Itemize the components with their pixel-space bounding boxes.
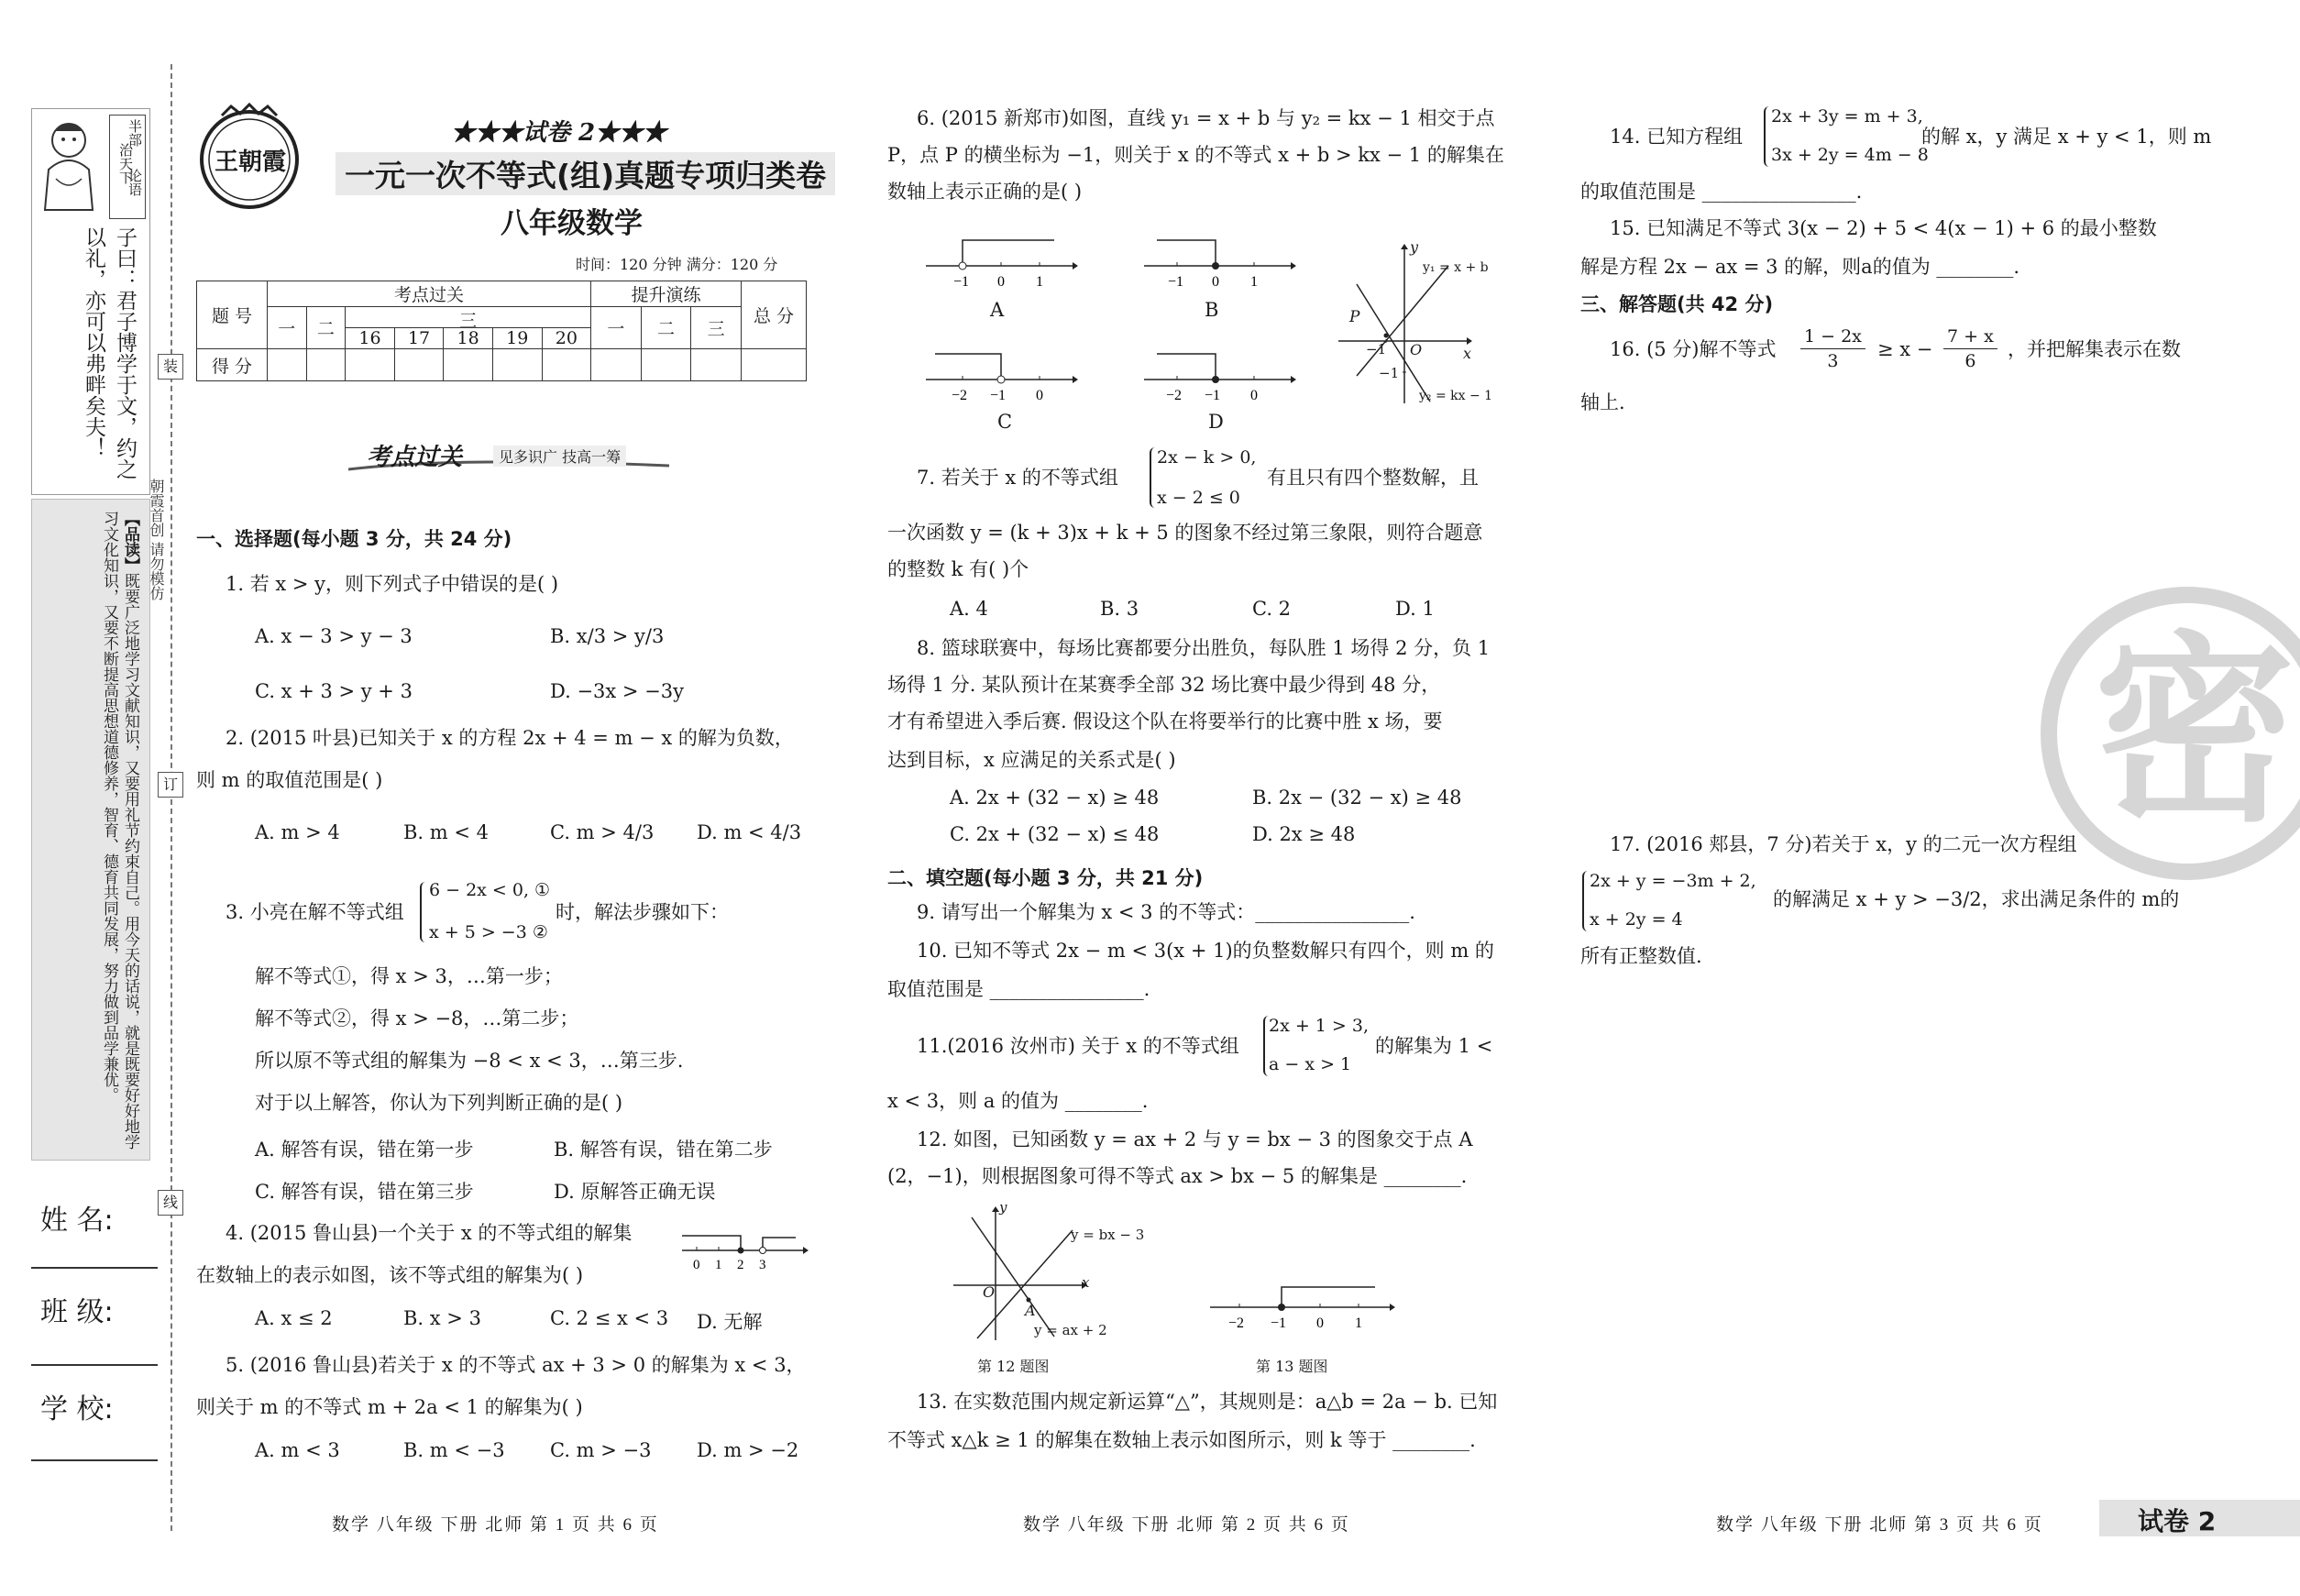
q16-mid: ≥ x − [1877, 338, 1933, 360]
q8-opt-d[interactable]: D. 2x ≥ 48 [1252, 823, 1356, 845]
q16-stem-a: 16. (5 分)解不等式 [1610, 338, 1777, 360]
q12-graph-y: y [999, 1199, 1007, 1216]
q16-frac-2-den: 6 [1964, 351, 1976, 371]
col-q20: 20 [555, 328, 578, 348]
exam-subtitle: 八年级数学 [501, 207, 643, 240]
q6-number-lines [917, 233, 1329, 440]
quote-box [31, 108, 150, 495]
col-t1: 一 [591, 307, 642, 349]
q17-stem-c: 所有正整数值. [1580, 945, 1702, 967]
svg-text:−1: −1 [1168, 274, 1184, 290]
q1-stem: 1. 若 x > y，则下列式子中错误的是( ) [226, 573, 559, 595]
q12-line-1: 12. 如图，已知函数 y = ax + 2 与 y = bx − 3 的图象交于点 A [917, 1128, 1473, 1150]
q3-stem-b: 时，解法步骤如下： [556, 901, 729, 923]
q7-stem-b: 有且只有四个整数解，且 [1267, 467, 1479, 489]
q8-line-4: 达到目标，x 应满足的关系式是( ) [887, 749, 1176, 771]
q6-graph-p: P [1349, 308, 1360, 326]
page3-footer: 数学 八年级 下册 北师 第 3 页 共 6 页 [1716, 1515, 2043, 1535]
q12-graph-ax: y = ax + 2 [1034, 1322, 1107, 1338]
q6-graph-neg1-y: −1 [1379, 365, 1400, 381]
svg-text:1: 1 [1355, 1315, 1362, 1331]
tag-text-3: 论语 [127, 169, 143, 196]
section-answer: 三、解答题(共 42 分) [1580, 293, 1774, 315]
svg-text:0: 0 [997, 274, 1005, 290]
q10-line-2: 取值范围是 ________________. [887, 978, 1150, 1000]
score-cell[interactable] [641, 349, 691, 381]
q6-graph-neg1-x: −1 [1366, 341, 1387, 358]
score-cell[interactable] [591, 349, 642, 381]
th-tisheng: 提升演练 [591, 281, 742, 307]
tag-text-2: 治天下 [117, 143, 134, 184]
q4-opt-c[interactable]: C. 2 ≤ x < 3 [550, 1307, 669, 1329]
q3-step-1: 解不等式①，得 x > 3，…第一步； [255, 965, 563, 987]
q4-opt-b[interactable]: B. x > 3 [403, 1307, 481, 1329]
q16-frac-1-num: 1 − 2x [1800, 325, 1865, 349]
th-kaodian: 考点过关 [268, 281, 591, 307]
svg-text:2: 2 [737, 1258, 744, 1272]
q8-line-3: 才有希望进入季后赛. 假设这个队在将要举行的比赛中胜 x 场，要 [887, 710, 1443, 732]
q7-stem-a: 7. 若关于 x 的不等式组 [917, 467, 1118, 489]
q16-stem-b: ，并把解集表示在数 [2008, 338, 2181, 360]
q13-number-line [1206, 1280, 1399, 1335]
q8-opt-a[interactable]: A. 2x + (32 − x) ≥ 48 [950, 787, 1160, 809]
banner-slogan: 见多识广 技高一筹 [493, 446, 626, 467]
svg-text:0: 0 [1036, 388, 1043, 403]
q8-line-1: 8. 篮球联赛中，每场比赛都要分出胜负，每队胜 1 场得 2 分，负 1 [917, 637, 1491, 659]
q4-opt-a[interactable]: A. x ≤ 2 [255, 1307, 333, 1329]
col-q18: 18 [444, 328, 493, 348]
q15-line-1: 15. 已知满足不等式 3(x − 2) + 5 < 4(x − 1) + 6 的最小整数 [1610, 217, 2157, 239]
q6-line-3: 数轴上表示正确的是( ) [887, 181, 1083, 203]
q11-stem-b: 的解集为 1 < [1375, 1035, 1493, 1057]
q14-stem-c: 的取值范围是 ________________. [1580, 181, 1863, 203]
svg-text:3: 3 [759, 1258, 766, 1272]
q7-opt-a[interactable]: A. 4 [950, 598, 988, 620]
q12-graph [944, 1199, 1146, 1342]
q17-brace [1582, 871, 1590, 931]
school-label: 学 校: [40, 1393, 114, 1425]
q3-sys-2: x + 5 > −3 ② [429, 922, 548, 942]
secret-watermark-char: 密 [2094, 614, 2296, 849]
q13-line-1: 13. 在实数范围内规定新运算“△”，其规则是：a△b = 2a − b. 已知 [917, 1391, 1498, 1413]
svg-text:−2: −2 [1228, 1315, 1245, 1331]
banner-title: 考点过关 [367, 444, 463, 471]
q17-sys-1: 2x + y = −3m + 2, [1590, 871, 1756, 891]
q11-stem-a: 11.(2016 汝州市) 关于 x 的不等式组 [917, 1035, 1239, 1057]
exam-title: 一元一次不等式(组)真题专项归类卷 [336, 152, 835, 195]
q6-graph-x: x [1463, 345, 1472, 362]
tag-text-1: 半部 [127, 119, 143, 147]
th-total: 总 分 [742, 281, 807, 349]
q5-stem-a: 5. (2016 鲁山县)若关于 x 的不等式 ax + 3 > 0 的解集为 x < 3， [226, 1354, 806, 1376]
q3-brace [420, 882, 427, 942]
q7-opt-b[interactable]: B. 3 [1100, 598, 1139, 620]
q12-graph-a: A [1025, 1302, 1036, 1319]
score-cell-group[interactable] [346, 349, 591, 381]
pindu-body: 既要广泛地学习文献知识，又要用礼节约束自己。用今天的话说，就是既要好好地学习文化知识，又要不断提高思想道德修养，智育、德育共同发展，努力做到品学兼优。 [100, 511, 139, 1150]
q2-opt-b[interactable]: B. m < 4 [403, 821, 490, 843]
th-question: 题 号 [197, 281, 268, 349]
q6-opt-a[interactable]: A [990, 299, 1005, 321]
q6-graph-o: O [1410, 341, 1423, 358]
q1-opt-d[interactable]: D. −3x > −3y [550, 680, 685, 702]
col-k1: 一 [268, 307, 307, 349]
q2-opt-c[interactable]: C. m > 4/3 [550, 821, 655, 843]
q15-line-2: 解是方程 2x − ax = 3 的解，则a的值为 ________. [1580, 256, 2020, 278]
q7-sys-1: 2x − k > 0, [1157, 447, 1257, 468]
q17-sys-2: x + 2y = 4 [1590, 909, 1683, 930]
q5-opt-c[interactable]: C. m > −3 [550, 1439, 652, 1461]
q6-opt-b[interactable]: B [1205, 299, 1219, 321]
page2-footer: 数学 八年级 下册 北师 第 2 页 共 6 页 [1023, 1515, 1350, 1535]
q8-opt-b[interactable]: B. 2x − (32 − x) ≥ 48 [1252, 787, 1462, 809]
brand-logo-text: 王朝霞 [215, 149, 287, 176]
q3-opt-d[interactable]: D. 原解答正确无误 [554, 1181, 716, 1203]
lunyu-tag [109, 115, 146, 219]
q7-stem-d: 的整数 k 有( )个 [887, 558, 1029, 580]
time-score: 时间：120 分钟 满分：120 分 [576, 256, 778, 273]
q2-opt-a[interactable]: A. m > 4 [255, 821, 340, 843]
q6-graph-y1: y₁ = x + b [1423, 260, 1489, 275]
q14-stem-b: 的解 x，y 满足 x + y < 1，则 m [1921, 126, 2212, 148]
svg-text:1: 1 [1250, 274, 1258, 290]
q11-stem-c: x < 3，则 a 的值为 ________. [887, 1090, 1149, 1112]
score-cell[interactable] [691, 349, 742, 381]
svg-text:0: 0 [1250, 388, 1258, 403]
q10-line-1: 10. 已知不等式 2x − m < 3(x + 1)的负整数解只有四个，则 m 的 [917, 940, 1494, 962]
paper-tag: 试卷 2 [2138, 1506, 2217, 1536]
q4-number-line [680, 1228, 809, 1274]
svg-text:−1: −1 [1271, 1315, 1287, 1331]
q17-answer-area[interactable] [1580, 986, 2204, 1463]
q3-step-4: 对于以上解答，你认为下列判断正确的是( ) [255, 1092, 623, 1114]
confucius-quote: 子曰：君子博学于文，约之以礼，亦可以弗畔矣夫！ [82, 226, 137, 479]
col-q16: 16 [346, 328, 395, 348]
pindu-box [31, 499, 150, 1161]
col-t3: 三 [691, 307, 742, 349]
q1-opt-a[interactable]: A. x − 3 > y − 3 [255, 625, 413, 647]
pindu-title: 【品读】 [121, 511, 139, 573]
svg-text:−1: −1 [990, 388, 1007, 403]
seal-mark-2: 订 [158, 772, 183, 798]
q12-graph-x: x [1082, 1274, 1090, 1291]
brand-logo [194, 103, 304, 213]
q7-stem-c: 一次函数 y = (k + 3)x + k + 5 的图象不经过第三象限，则符合题意 [887, 522, 1483, 544]
fig12-caption: 第 12 题图 [977, 1358, 1050, 1375]
q5-opt-b[interactable]: B. m < −3 [403, 1439, 505, 1461]
score-cell[interactable] [306, 349, 346, 381]
q7-opt-c[interactable]: C. 2 [1252, 598, 1292, 620]
q14-sys-1: 2x + 3y = m + 3, [1771, 106, 1923, 127]
q14-stem-a: 14. 已知方程组 [1610, 126, 1744, 148]
col-k3: 三 [346, 307, 590, 328]
svg-text:−1: −1 [953, 274, 970, 290]
svg-text:0: 0 [1212, 274, 1219, 290]
binding-line [171, 64, 172, 1531]
q2-stem-a: 2. (2015 叶县)已知关于 x 的方程 2x + 4 = m − x 的解为负数， [226, 727, 794, 749]
col-q17: 17 [395, 328, 445, 348]
svg-text:1: 1 [715, 1258, 722, 1272]
q6-line-1: 6. (2015 新郑市)如图，直线 y₁ = x + b 与 y₂ = kx − 1 相交于点 [917, 107, 1495, 129]
q8-opt-c[interactable]: C. 2x + (32 − x) ≤ 48 [950, 823, 1160, 845]
q9-stem: 9. 请写出一个解集为 x < 3 的不等式：________________. [917, 901, 1415, 923]
col-q19: 19 [493, 328, 543, 348]
school-field[interactable] [31, 1459, 158, 1461]
copyright-notice: 朝霞首创 请勿模仿 [148, 479, 165, 601]
svg-text:−2: −2 [952, 388, 968, 403]
svg-text:−1: −1 [1205, 388, 1221, 403]
q14-sys-2: 3x + 2y = 4m − 8 [1771, 145, 1929, 165]
q4-opt-d[interactable]: D. 无解 [697, 1311, 763, 1333]
row-score-label: 得 分 [197, 349, 268, 381]
q12-line-2: (2，−1)，则根据图象可得不等式 ax > bx − 5 的解集是 ________. [887, 1165, 1468, 1187]
q6-opt-c[interactable]: C [997, 411, 1013, 433]
q12-graph-o: O [983, 1283, 996, 1301]
q11-sys-2: a − x > 1 [1269, 1054, 1352, 1074]
col-k3-group [346, 307, 591, 349]
q16-stem-c: 轴上. [1580, 391, 1625, 413]
q17-stem-b: 的解满足 x + y > −3/2，求出满足条件的 m的 [1773, 888, 2180, 910]
score-cell[interactable] [268, 349, 307, 381]
name-label: 姓 名: [40, 1205, 114, 1237]
q17-stem-a: 17. (2016 郏县，7 分)若关于 x，y 的二元一次方程组 [1610, 833, 2077, 855]
q16-frac-2 [1943, 325, 1997, 373]
q5-stem-b: 则关于 m 的不等式 m + 2a < 1 的解集为( ) [196, 1396, 583, 1418]
score-table [196, 281, 807, 381]
q3-stem-a: 3. 小亮在解不等式组 [226, 901, 404, 923]
q5-opt-d[interactable]: D. m > −2 [697, 1439, 799, 1461]
q6-graph-yaxis: y [1410, 238, 1419, 256]
q1-opt-c[interactable]: C. x + 3 > y + 3 [255, 680, 413, 702]
q3-opt-a[interactable]: A. 解答有误，错在第一步 [255, 1139, 474, 1161]
svg-text:0: 0 [1316, 1315, 1324, 1331]
section-banner [348, 438, 669, 473]
q7-sys-2: x − 2 ≤ 0 [1157, 488, 1240, 508]
svg-text:0: 0 [693, 1258, 700, 1272]
q13-line-2: 不等式 x△k ≥ 1 的解集在数轴上表示如图所示，则 k 等于 ________. [887, 1429, 1476, 1451]
q6-graph [1329, 238, 1503, 413]
class-field[interactable] [31, 1364, 158, 1366]
q4-stem-a: 4. (2015 鲁山县)一个关于 x 的不等式组的解集 [226, 1222, 633, 1244]
confucius-figure [36, 115, 104, 217]
page1-footer: 数学 八年级 下册 北师 第 1 页 共 6 页 [332, 1515, 659, 1535]
svg-text:1: 1 [1036, 274, 1043, 290]
q3-opt-c[interactable]: C. 解答有误，错在第三步 [255, 1181, 474, 1203]
col-k2: 二 [306, 307, 346, 349]
pindu-text [98, 511, 140, 1152]
q12-graph-bx: y = bx − 3 [1071, 1227, 1145, 1243]
q3-opt-b[interactable]: B. 解答有误，错在第二步 [554, 1139, 773, 1161]
q2-opt-d[interactable]: D. m < 4/3 [697, 821, 802, 843]
paper-number: ★★★试卷 2★★★ [451, 119, 667, 147]
seal-mark-3: 线 [158, 1190, 183, 1216]
q3-step-3: 所以原不等式组的解集为 −8 < x < 3，…第三步. [255, 1050, 684, 1072]
q3-step-2: 解不等式②，得 x > −8，…第二步； [255, 1007, 579, 1029]
q8-line-2: 场得 1 分. 某队预计在某赛季全部 32 场比赛中最少得到 48 分， [887, 674, 1441, 696]
fig13-caption: 第 13 题图 [1256, 1358, 1328, 1375]
q14-brace [1764, 106, 1771, 167]
q16-frac-2-num: 7 + x [1943, 325, 1997, 349]
section-choice: 一、选择题(每小题 3 分，共 24 分) [196, 528, 512, 550]
q6-graph-y2: y₂ = kx − 1 [1419, 389, 1493, 403]
q4-stem-b: 在数轴上的表示如图，该不等式组的解集为( ) [196, 1264, 584, 1286]
q1-opt-b[interactable]: B. x/3 > y/3 [550, 625, 665, 647]
section-fill: 二、填空题(每小题 3 分，共 21 分) [887, 867, 1204, 889]
q2-stem-b: 则 m 的取值范围是( ) [196, 769, 383, 791]
q3-sys-1: 6 − 2x < 0, ① [429, 880, 551, 900]
q7-brace [1150, 447, 1157, 508]
q5-opt-a[interactable]: A. m < 3 [255, 1439, 340, 1461]
q11-sys-1: 2x + 1 > 3, [1269, 1016, 1370, 1036]
total-score-cell[interactable] [742, 349, 807, 381]
q7-opt-d[interactable]: D. 1 [1395, 598, 1435, 620]
name-field[interactable] [31, 1267, 158, 1269]
seal-mark-1: 装 [158, 354, 183, 380]
q6-opt-d[interactable]: D [1208, 411, 1224, 433]
class-label: 班 级: [40, 1296, 114, 1328]
q16-frac-1 [1800, 325, 1865, 373]
svg-text:−2: −2 [1166, 388, 1183, 403]
q6-line-2: P，点 P 的横坐标为 −1，则关于 x 的不等式 x + b > kx − 1 的解集在 [887, 144, 1504, 166]
col-t2: 二 [641, 307, 691, 349]
q16-frac-1-den: 3 [1827, 351, 1839, 371]
